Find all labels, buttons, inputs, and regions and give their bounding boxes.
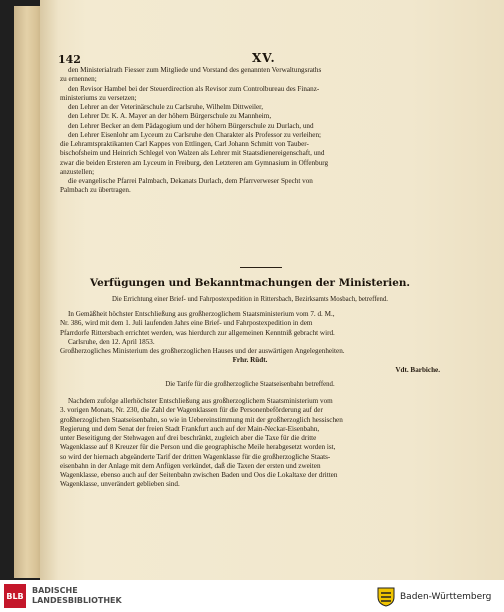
section-divider — [240, 267, 282, 268]
text-line: den Lehrer Becker an dem Pädagogium und der höhern Bürgerschule zu Durlach, und — [68, 121, 314, 130]
text-line: die evangelische Pfarrei Palmbach, Dekanats Durlach, dem Pfarrverweser Specht von — [68, 177, 313, 185]
ministries-heading: Verfügungen und Bekanntmachungen der Ministerien. — [89, 277, 410, 289]
railway-tariff-paragraph — [60, 397, 440, 490]
text-line: Carlsruhe, den 12. April 1853. — [68, 337, 155, 346]
text-line: In Gemäßheit höchster Entschließung aus großherzoglichem Staatsministerium vom 7. d. M., — [68, 310, 335, 318]
bw-crest-icon — [377, 587, 395, 607]
text-line: großherzoglichen Staatseisenbahn, so wie in Uebereinstimmung mit der großherzoglich hessischen — [60, 415, 343, 424]
library-name-line1: BADISCHE — [32, 586, 78, 595]
text-line: bischofsheim und Heinrich Schlegel von Walzen als Lehrer mit Staatsdienereigenschaft, und — [60, 149, 325, 158]
railway-tariff-subject: Die Tarife für die großherzogliche Staatseisenbahn betreffend. — [165, 381, 335, 388]
text-line: eisenbahn in der Anlage mit dem Anfügen verkündet, daß die Taxen der ersten und zweiten — [60, 461, 321, 470]
text-line: zu ernennen; — [60, 75, 97, 84]
vdt-line: Vdt. Barbiche. — [395, 365, 440, 374]
signature-line: Frhr. Rüdt. — [232, 356, 268, 365]
text-line: unter Beseitigung der Stehwagen auf drei beschränkt, zugleich aber die Taxe für die dritte — [60, 434, 317, 442]
post-office-paragraph — [60, 310, 440, 375]
text-line: anzustellen; — [60, 167, 95, 176]
text-line: so wird der hiernach abgeänderte Tarif der dritten Wagenklasse für die großherzogliche Staats- — [60, 452, 331, 461]
text-line: Nachdem zufolge allerhöchster Entschließung aus großherzoglichem Staatsministerium vom — [68, 397, 333, 405]
text-line: Wagenklasse, unverändert geblieben sind. — [60, 480, 180, 489]
text-line: die Lehramtspraktikanten Carl Kappes von Ettlingen, Carl Johann Schmitt von Tauber- — [60, 140, 309, 148]
text-line: Wagenklasse, ebenso auch auf der Seitenbahn zwischen Baden und Oos die Lokaltaxe der dritten — [60, 471, 338, 479]
text-line: den Revisor Hambel bei der Steuerdirection als Revisor zum Controlbureau des Finanz- — [68, 84, 320, 93]
text-line: Pfarrdorfe Rittersbach errichtet werden, was hierdurch zur allgemeinen Kenntniß gebracht wird. — [60, 328, 335, 337]
text-line: Wagenklasse auf 8 Kreuzer für die Person und die geographische Meile herabgesetzt worden ist, — [60, 443, 336, 452]
page-number: 142 — [58, 53, 81, 66]
text-line: den Lehrer an der Veterinärschule zu Carlsruhe, Wilhelm Dittweiler, — [68, 103, 264, 111]
text-line: Palmbach zu übertragen. — [60, 186, 131, 195]
library-name — [32, 586, 122, 606]
post-office-subject: Die Errichtung einer Brief- und Fahrpostexpedition in Rittersbach, Bezirksamts Mosbach, betreffend. — [111, 296, 389, 303]
library-name-line2: LANDESBIBLIOTHEK — [32, 596, 122, 605]
text-line: den Lehrer Eisenlohr am Lyceum zu Carlsruhe den Charakter als Professor zu verleihen; — [68, 130, 322, 139]
text-line: den Lehrer Dr. K. A. Mayer an der höhern Bürgerschule zu Mannheim, — [68, 112, 272, 121]
ministry-line: Großherzogliches Ministerium des großherzoglichen Hauses und der auswärtigen Angelegenheiten. — [60, 347, 345, 355]
text-line: Nr. 386, wird mit dem 1. Juli laufenden Jahrs eine Brief- und Fahrpostexpedition in dem — [60, 319, 313, 328]
text-line: 3. vorigen Monats, Nr. 230, die Zahl der Wagenklassen für die Personenbeförderung auf der — [60, 406, 323, 415]
blb-logo: BLB — [4, 584, 26, 608]
text-line: Regierung und dem Senat der freien Stadt Frankfurt auch auf der Main-Neckar-Eisenbahn, — [60, 424, 320, 433]
text-line: zwar die beiden Ersteren am Lyceum in Freiburg, den Letzteren am Gymnasium in Offenburg — [60, 158, 329, 167]
section-number: XV. — [252, 51, 276, 65]
text-line: ministeriums zu versetzen; — [60, 93, 137, 102]
text-line: den Ministerialrath Fiesser zum Mitgliede und Vorstand des genannten Verwaltungsraths — [68, 66, 322, 74]
state-name: Baden-Württemberg — [400, 592, 492, 602]
appointments-paragraph — [60, 66, 440, 196]
